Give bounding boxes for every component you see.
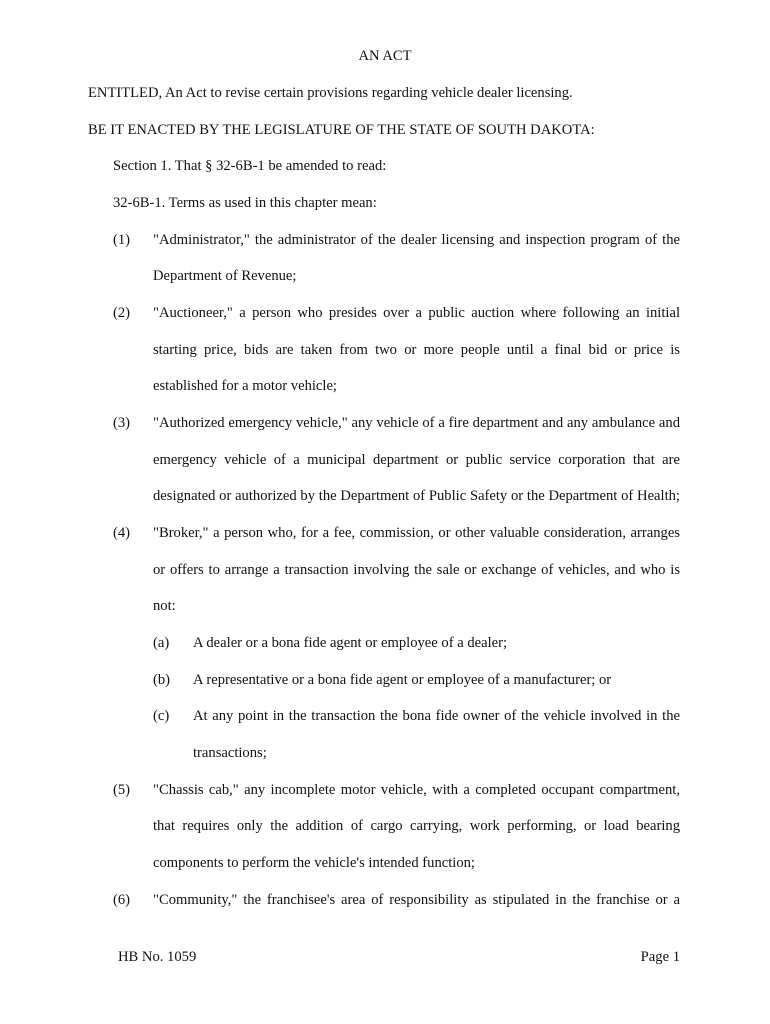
item-number: (1) bbox=[113, 232, 131, 248]
item-line: Department of Revenue; bbox=[153, 268, 297, 284]
document-title: AN ACT bbox=[358, 48, 412, 64]
page-number: Page 1 bbox=[640, 949, 680, 965]
subitem-number: (c) bbox=[153, 708, 170, 724]
entitled-clause: ENTITLED, An Act to revise certain provisions regarding vehicle dealer licensing. bbox=[88, 85, 573, 101]
item-line: or offers to arrange a transaction involving the sale or exchange of vehicles, and who is bbox=[153, 562, 680, 578]
bill-number: HB No. 1059 bbox=[118, 949, 197, 965]
subitem-number: (b) bbox=[153, 672, 171, 688]
subitem-line: At any point in the transaction the bona fide owner of the vehicle involved in the bbox=[193, 708, 680, 724]
item-number: (4) bbox=[113, 525, 131, 541]
subitem-line: A dealer or a bona fide agent or employee of a dealer; bbox=[193, 635, 508, 651]
item-line: "Administrator," the administrator of the dealer licensing and inspection program of the bbox=[153, 232, 680, 248]
definitions-intro: 32-6B-1. Terms as used in this chapter mean: bbox=[113, 195, 377, 211]
subitem-number: (a) bbox=[153, 635, 170, 651]
item-number: (6) bbox=[113, 892, 131, 908]
item-line: "Broker," a person who, for a fee, commission, or other valuable consideration, arranges bbox=[153, 525, 680, 541]
item-line: starting price, bids are taken from two or more people until a final bid or price is bbox=[153, 342, 680, 358]
item-line: emergency vehicle of a municipal department or public service corporation that are bbox=[153, 452, 680, 468]
item-line: established for a motor vehicle; bbox=[153, 378, 337, 394]
item-line: not: bbox=[153, 598, 176, 614]
item-number: (2) bbox=[113, 305, 131, 321]
enacting-clause: BE IT ENACTED BY THE LEGISLATURE OF THE STATE OF SOUTH DAKOTA: bbox=[88, 122, 595, 138]
item-line: "Authorized emergency vehicle," any vehicle of a fire department and any ambulance and bbox=[153, 415, 680, 431]
subitem-line: transactions; bbox=[193, 745, 267, 761]
item-number: (3) bbox=[113, 415, 131, 431]
item-number: (5) bbox=[113, 782, 131, 798]
item-line: designated or authorized by the Department of Public Safety or the Department of Health; bbox=[153, 488, 680, 504]
item-line: components to perform the vehicle's intended function; bbox=[153, 855, 475, 871]
item-line: "Chassis cab," any incomplete motor vehicle, with a completed occupant compartment, bbox=[153, 782, 680, 798]
item-line: "Auctioneer," a person who presides over a public auction where following an initial bbox=[153, 305, 680, 321]
item-line: that requires only the addition of cargo carrying, work performing, or load bearing bbox=[153, 818, 680, 834]
subitem-line: A representative or a bona fide agent or employee of a manufacturer; or bbox=[193, 672, 612, 688]
item-line: "Community," the franchisee's area of responsibility as stipulated in the franchise or a bbox=[153, 892, 680, 908]
section-heading: Section 1. That § 32-6B-1 be amended to read: bbox=[113, 158, 387, 174]
